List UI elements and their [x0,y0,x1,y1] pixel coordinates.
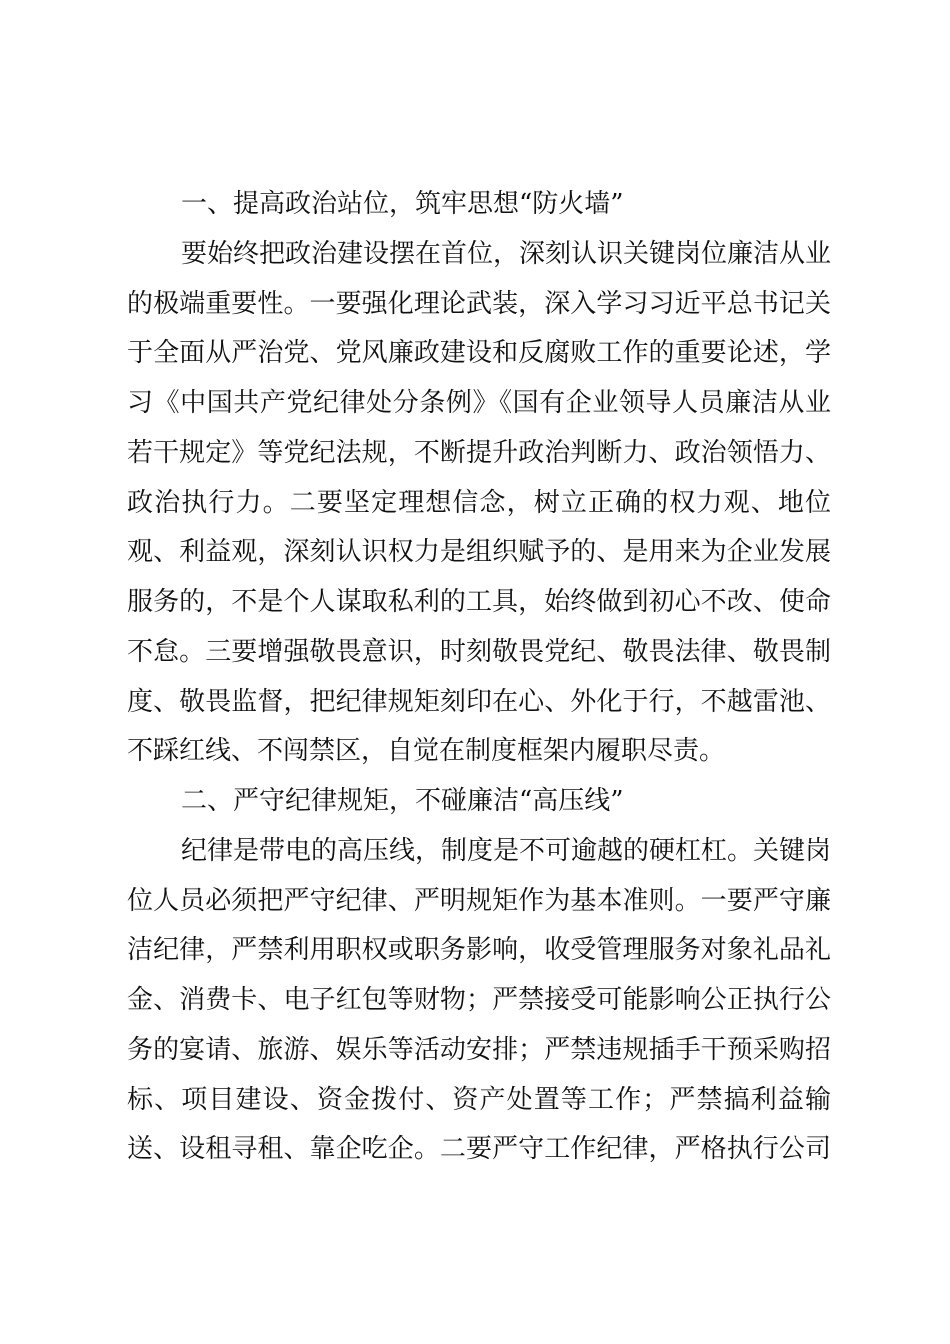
text-line: 度、敬畏监督，把纪律规矩刻印在心、外化于行，不越雷池、 [127,686,831,717]
text-line: 纪律是带电的高压线，制度是不可逾越的硬杠杠。关键岗 [181,835,832,866]
text-line: 送、设租寻租、靠企吃企。二要严守工作纪律，严格执行公司 [127,1134,831,1165]
paragraph [127,230,831,777]
text-line: 习《中国共产党纪律处分条例》《国有企业领导人员廉洁从业 [127,388,831,418]
text-line: 不怠。三要增强敬畏意识，时刻敬畏党纪、敬畏法律、敬畏制 [127,636,831,667]
text-line: 观、利益观，深刻认识权力是组织赋予的、是用来为企业发展 [127,537,831,568]
text-line: 的极端重要性。一要强化理论武装，深入学习习近平总书记关 [127,288,831,319]
text-line: 位人员必须把严守纪律、严明规矩作为基本准则。一要严守廉 [127,885,831,916]
text-line: 不踩红线、不闯禁区，自觉在制度框架内履职尽责。 [127,736,726,767]
paragraph [127,827,831,1175]
section-heading: 二、严守纪律规矩，不碰廉洁“高压线” [181,786,624,816]
document-page [127,180,831,1175]
text-line: 要始终把政治建设摆在首位，深刻认识关键岗位廉洁从业 [181,238,832,269]
section-heading: 一、提高政治站位，筑牢思想“防火墙” [181,189,624,219]
text-line: 若干规定》等党纪法规，不断提升政治判断力、政治领悟力、 [127,437,831,468]
text-line: 金、消费卡、电子红包等财物；严禁接受可能影响公正执行公 [127,985,831,1015]
text-line: 服务的，不是个人谋取私利的工具，始终做到初心不改、使命 [127,587,831,617]
text-line: 洁纪律，严禁利用职权或职务影响，收受管理服务对象礼品礼 [127,935,831,966]
text-line: 政治执行力。二要坚定理想信念，树立正确的权力观、地位 [127,487,831,518]
text-line: 标、项目建设、资金拨付、资产处置等工作；严禁搞利益输 [127,1084,831,1115]
text-line: 务的宴请、旅游、娱乐等活动安排；严禁违规插手干预采购招 [127,1034,831,1065]
text-line: 于全面从严治党、党风廉政建设和反腐败工作的重要论述，学 [127,338,831,369]
